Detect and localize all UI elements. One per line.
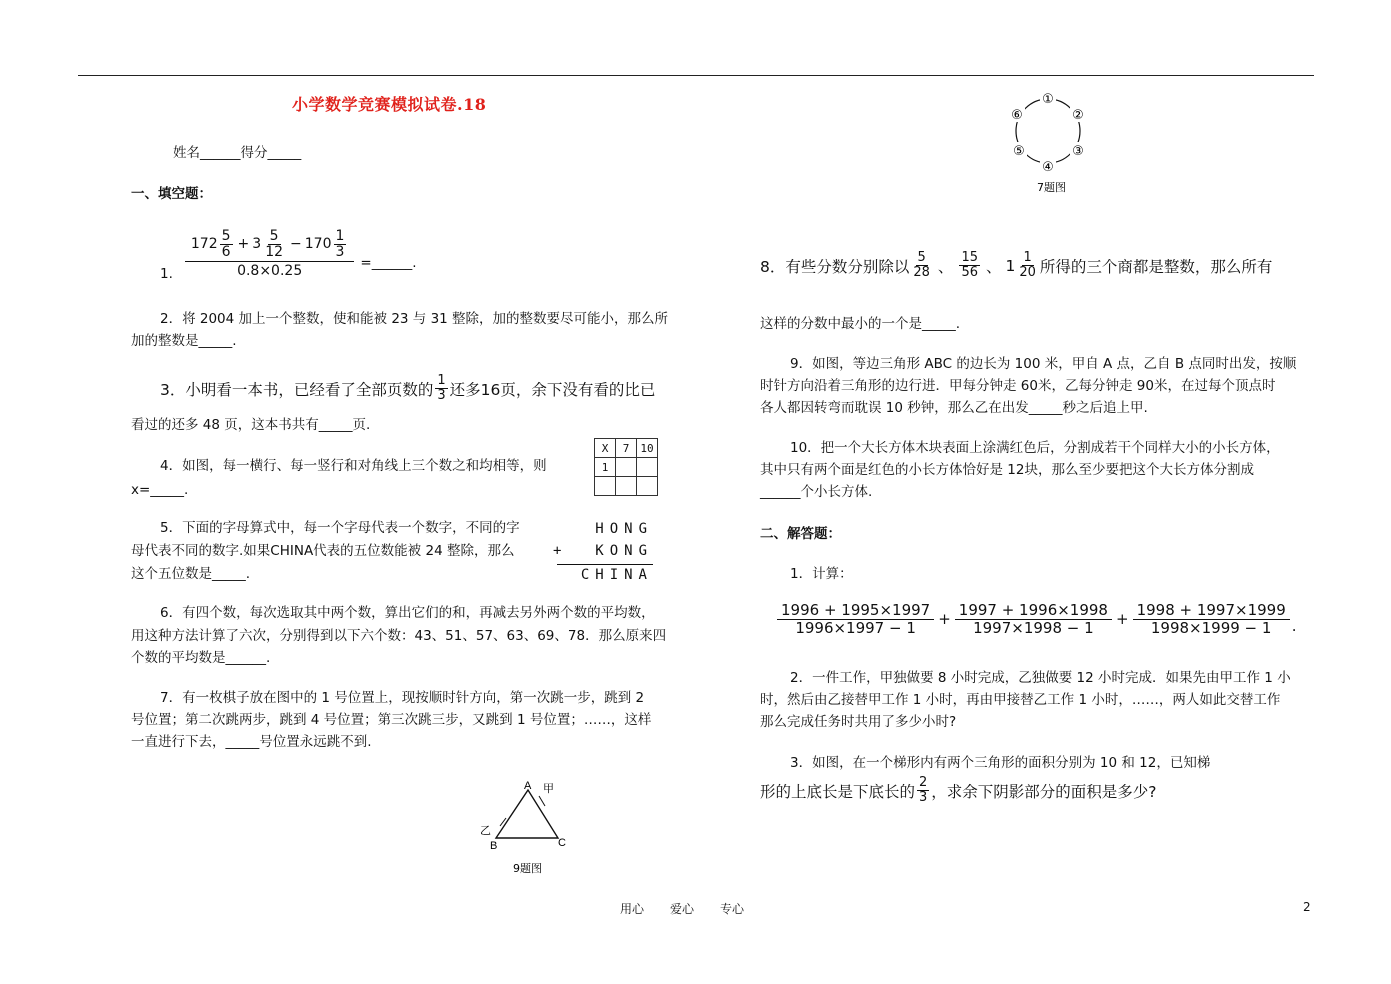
a1-tail: . [1291,617,1297,635]
vertex-a-label: A [524,780,532,792]
q3-line-2: 看过的还多 48 页，这本书共有_____页. [131,417,371,433]
q5-line-3: 这个五位数是_____. [131,566,251,582]
q8-sep-1: 、 [937,257,954,276]
q1-denominator: 0.8×0.25 [237,262,303,279]
q1-whole-2: 3 [252,236,262,253]
grid-cell [616,458,637,477]
a2-line-1: 2．一件工作，甲独做要 8 小时完成，乙独做要 12 小时完成．如果先由甲工作 1 小 [790,670,1291,686]
a1-expression [775,602,1297,636]
q1-frac3-den: 3 [335,244,345,261]
position-4-label: ④ [1042,160,1054,175]
footer-motto-2: 爱心 [670,902,695,916]
grid-cell: 1 [595,458,616,477]
grid-cell: 10 [637,439,658,458]
magic-square-figure [594,438,658,496]
grid-cell [616,477,637,496]
a2-line-3: 那么完成任务时共用了多少小时? [760,714,957,730]
triangle-abc [496,790,558,838]
q4-line-2: x=_____. [131,482,189,498]
puzzle-plus-sign: + [553,543,568,559]
q1-frac1-den: 6 [221,244,231,261]
a3-frac-den: 3 [919,790,928,806]
a3-text-b: ，求余下阴影部分的面积是多少? [931,782,1157,801]
a1-frac2-num: 1997 + 1996×1998 [955,602,1112,620]
q1-frac3-num: 1 [335,227,345,244]
q8-frac3-num: 1 [1023,250,1032,265]
q9-line-3: 各人都因转弯而耽误 10 秒钟，那么乙在出发_____秒之后追上甲. [760,400,1148,416]
q1-op-minus: − [290,236,302,253]
q6-line-2: 用这种方法计算了六次，分别得到以下六个数：43、51、57、63、69、78．那么原来四 [131,628,667,644]
circle-figure-7 [1003,86,1093,198]
q1-whole-1: 172 [190,236,218,253]
q8-text-a: 8．有些分数分别除以 [760,257,910,276]
name-score-line: 姓名______得分_____ [173,145,302,161]
grid-cell: X [595,439,616,458]
header-rule [78,75,1314,76]
q8-frac3-den: 20 [1019,265,1036,281]
page-title: 小学数学竞赛模拟试卷.18 [292,95,487,114]
q1-op-plus: + [237,236,250,253]
q1-whole-3: 170 [304,236,332,253]
a1-frac3-den: 1998×1999 − 1 [1150,618,1272,637]
a2-line-2: 时，然后由乙接替甲工作 1 小时，再由甲接替乙工作 1 小时，……，两人如此交替工作 [760,692,1281,708]
q4-line-1: 4．如图，每一横行、每一竖行和对角线上三个数之和均相等，则 [160,458,547,474]
grid-cell [637,477,658,496]
q3-text-a: 3．小明看一本书，已经看了全部页数的 [160,380,434,399]
q6-line-1: 6．有四个数，每次选取其中两个数，算出它们的和，再减去另外两个数的平均数， [160,605,655,621]
grid-cell: 7 [616,439,637,458]
q1-frac1-num: 5 [221,227,231,244]
q8-line-2: 这样的分数中最小的一个是_____. [760,316,961,332]
q8-frac1-den: 28 [913,265,930,281]
figure-9-caption: 9题图 [513,862,542,875]
a1-frac1-num: 1996 + 1995×1997 [777,602,934,620]
q5-line-1: 5．下面的字母算式中，每一个字母代表一个数字，不同的字 [160,520,520,536]
grid-cell [595,477,616,496]
a1-label: 1．计算： [790,566,853,582]
q8-sep-2: 、 [985,257,1002,276]
q10-line-3: ______个小长方体. [760,484,873,500]
footer-motto-3: 专心 [720,902,745,916]
grid-cell [637,458,658,477]
q8-text-b: 所得的三个商都是整数，那么所有 [1039,257,1273,276]
q1-frac2-num: 5 [269,227,279,244]
footer-motto-1: 用心 [620,902,645,916]
q1-number: 1. [160,266,173,282]
q3-text-b: 还多16页，余下没有看的比已 [449,380,656,399]
a3-line-2 [760,776,1157,806]
q8-frac1-num: 5 [917,250,926,265]
position-6-label: ⑥ [1011,108,1023,123]
a1-plus-2: + [1115,610,1129,628]
q2-line-1: 2．将 2004 加上一个整数，使和能被 23 与 31 整除，加的整数要尽可能小，那么所 [160,311,669,327]
q7-line-3: 一直进行下去，_____号位置永远跳不到. [131,734,372,750]
position-1-label: ① [1042,92,1054,107]
q10-line-1: 10．把一个大长方体木块表面上涂满红色后，分割成若干个同样大小的小长方体， [790,440,1280,456]
q8-frac2-num: 15 [961,250,978,265]
vertex-c-label: C [558,837,566,849]
puzzle-sum-line [557,564,653,565]
a1-frac3-num: 1998 + 1997×1999 [1133,602,1290,620]
q9-line-1: 9．如图，等边三角形 ABC 的边长为 100 米，甲自 A 点，乙自 B 点同时出发，按顺 [790,356,1297,372]
jia-label: 甲 [543,782,554,795]
position-2-label: ② [1072,108,1084,123]
a1-frac1-den: 1996×1997 − 1 [795,618,916,637]
q1-answer-blank: =______. [360,255,417,271]
q3-frac-den: 3 [437,388,446,404]
section-fill-in: 一、填空题： [131,186,212,202]
a1-frac2-den: 1997×1998 − 1 [973,618,1094,637]
q8-frac2-den: 56 [961,265,978,281]
question-1 [160,226,417,282]
q5-line-2: 母代表不同的数字.如果CHINA代表的五位数能被 24 整除，那么 [131,543,515,559]
position-3-label: ③ [1072,144,1084,159]
question-3 [160,374,655,404]
puzzle-row-kong: KONG [595,543,653,559]
yi-label: 乙 [480,824,491,837]
q7-line-2: 号位置；第二次跳两步，跳到 4 号位置；第三次跳三步，又跳到 1 号位置；……，这样 [131,712,652,728]
section-answer: 二、解答题： [760,526,841,542]
q6-line-3: 个数的平均数是______. [131,650,271,666]
question-8 [760,251,1272,281]
position-5-label: ⑤ [1013,144,1025,159]
a3-line-1: 3．如图，在一个梯形内有两个三角形的面积分别为 10 和 12，已知梯 [790,755,1211,771]
puzzle-row-hong: HONG [595,521,653,537]
q3-frac-num: 1 [437,373,446,388]
puzzle-row-china: CHINA [580,567,653,583]
q2-line-2: 加的整数是_____. [131,333,237,349]
a3-text-a: 形的上底长是下底长的 [760,782,916,801]
q8-whole-3: 1 [1005,256,1016,275]
q1-expression [185,229,355,279]
page-number: 2 [1303,900,1311,914]
a1-plus-1: + [938,610,951,628]
arrow-jia [539,796,545,806]
a3-frac-num: 2 [919,775,928,790]
q10-line-2: 其中只有两个面是红色的小长方体恰好是 12块，那么至少要把这个大长方体分割成 [760,462,1254,478]
figure-7-caption: 7题图 [1037,181,1066,194]
letter-addition-figure [553,518,653,586]
triangle-figure-9 [470,776,580,876]
q7-line-1: 7．有一枚棋子放在图中的 1 号位置上，现按顺时针方向，第一次跳一步，跳到 2 [160,690,645,706]
q1-frac2-den: 12 [265,244,284,261]
q9-line-2: 时针方向沿着三角形的边行进．甲每分钟走 60米，乙每分钟走 90米，在过每个顶点时 [760,378,1276,394]
vertex-b-label: B [490,840,498,852]
